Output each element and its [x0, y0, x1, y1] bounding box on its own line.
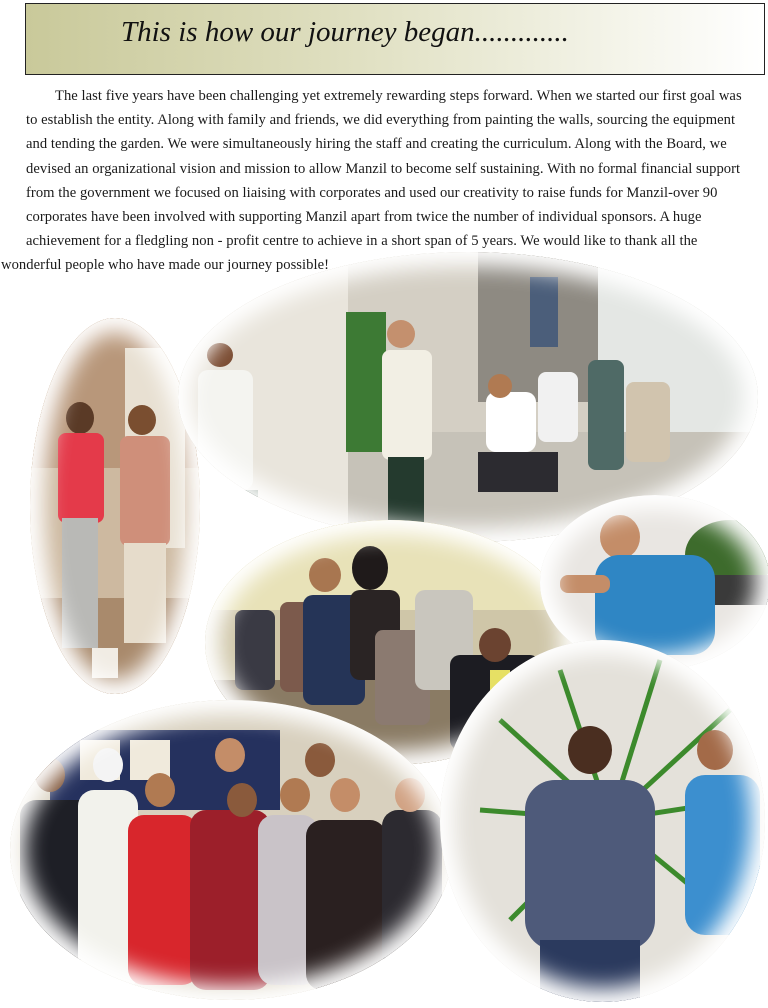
- photo-palm-plant: [440, 640, 765, 1002]
- photo-formal-group-image: [10, 700, 452, 1000]
- photo-palm-plant-image: [440, 640, 765, 1002]
- intro-paragraph-end: wonderful people who have made our journey possible!: [1, 257, 330, 274]
- intro-paragraph: [1, 84, 744, 278]
- photo-painters-hallway-image: [30, 318, 200, 694]
- intro-paragraph-main: The last five years have been challenging yet extremely rewarding steps forward. When we started our first goal was to establish the entity. Along with family and friends, we did everything from painting the walls, sourcing the equipment and tending the garden. We were simultaneously hiring the staff and creating the curriculum. Along with the Board, we devised an organizational vision and mission to allow Manzil to become self sustaining. With no formal financial support from the government we focused on liaising with corporates and used our creativity to raise funds for Manzil-over 90 corporates have been involved with supporting Manzil apart from twice the number of individual sponsors. A huge achievement for a fledgling non - profit centre to achieve in a short span of 5 years. We would like to thank all the: [26, 88, 742, 250]
- page-title: This is how our journey began.............: [121, 16, 569, 48]
- photo-formal-group: [10, 700, 452, 1000]
- title-banner: [25, 3, 765, 75]
- photo-painters-hallway: [30, 318, 200, 694]
